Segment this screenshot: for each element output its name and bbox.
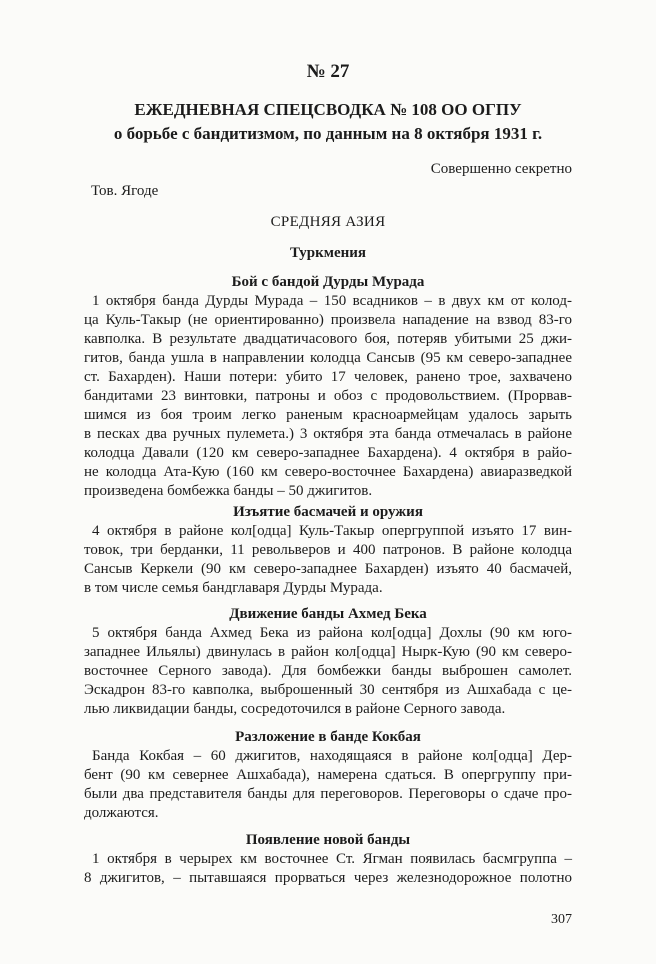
section-disintegration	[84, 727, 572, 823]
section-new-band	[84, 830, 572, 888]
paragraph-line: в песках два ручных пулемета.) 3 октября эта банда отмечалась в районе	[84, 426, 572, 442]
paragraph-line: бандитами 23 винтовки, патроны и обоз с продовольствием. (Прорвав-	[84, 388, 572, 404]
section-battle	[84, 272, 572, 501]
paragraph-line: были два представителя банды для переговоров. Переговоры о сдаче про-	[84, 786, 572, 802]
section-heading: Появление новой банды	[245, 832, 411, 848]
section-movement	[84, 604, 572, 719]
paragraph-line: 1 октября в черырех км восточнее Ст. Ягман появилась басмгруппа –	[92, 851, 572, 867]
region-heading: СРЕДНЯЯ АЗИЯ	[270, 214, 386, 230]
section-seizure	[84, 502, 572, 598]
page-number: 307	[551, 912, 572, 927]
paragraph-line: западнее Ильялы) двинулась в район кол[одца] Нырк-Кую (90 км северо-	[84, 644, 572, 660]
republic-heading: Туркмения	[289, 245, 367, 261]
paragraph-line: гитов, банда ушла в направлении колодца Сансыв (95 км северо-западнее	[84, 350, 572, 366]
addressee: Тов. Ягоде	[91, 183, 159, 199]
section-heading: Разложение в банде Кокбая	[235, 729, 421, 745]
paragraph-line: Банда Кокбая – 60 джигитов, находящаяся в районе кол[одца] Дер-	[92, 748, 572, 764]
paragraph-line: 1 октября банда Дурды Мурада – 150 всадников – в двух км от колод-	[92, 293, 572, 309]
section-heading: Изъятие басмачей и оружия	[233, 504, 423, 520]
document-title: ЕЖЕДНЕВНАЯ СПЕЦСВОДКА № 108 ОО ОГПУ	[134, 100, 522, 119]
paragraph-line: шимся из боя троим легко раненым красноармейцам удалось зарыть	[84, 407, 572, 423]
paragraph-line: произведена бомбежка банды – 50 джигитов.	[84, 483, 373, 499]
paragraph-line: должаются.	[84, 805, 159, 821]
document-subtitle: о борьбе с бандитизмом, по данным на 8 октября 1931 г.	[113, 124, 543, 143]
section-heading: Бой с бандой Дурды Мурада	[231, 274, 425, 290]
paragraph-line: кавполка. В результате двадцатичасового боя, потеряв убитыми 25 джи-	[84, 331, 572, 347]
paragraph-line: Сансыв Керкели (90 км северо-западнее Бахарден) изъято 40 басмачей,	[84, 561, 572, 577]
paragraph-line: ст. Бахарден). Наши потери: убито 17 человек, ранено трое, захвачено	[84, 369, 572, 385]
paragraph-line: Эскадрон 83-го кавполка, выброшенный 30 сентября из Ашхабада с це-	[84, 682, 572, 698]
paragraph-line: 4 октября в районе кол[одца] Куль-Такыр опергруппой изъято 17 вин-	[92, 523, 572, 539]
document-number: № 27	[306, 61, 350, 82]
paragraph-line: восточнее Серного завода). Для бомбежки банды выброшен самолет.	[84, 663, 572, 679]
section-heading: Движение банды Ахмед Бека	[229, 606, 427, 622]
paragraph-line: товок, три берданки, 11 револьверов и 400 патронов. В районе колодца	[84, 542, 572, 558]
paragraph-line: не колодца Ата-Кую (160 км северо-восточнее Бахардена) авиаразведкой	[84, 464, 572, 480]
classification-stamp: Совершенно секретно	[430, 161, 572, 177]
paragraph-line: 5 октября банда Ахмед Бека из района кол[одца] Дохлы (90 км юго-	[92, 625, 572, 641]
paragraph-line: ца Куль-Такыр (не ориентированно) произвела нападение на взвод 83-го	[84, 312, 572, 328]
paragraph-line: бент (90 км севернее Ашхабада), намерена сдаться. В опергруппу при-	[84, 767, 572, 783]
paragraph-line: в том числе семья бандглаваря Дурды Мурада.	[84, 580, 383, 596]
paragraph-line: колодца Давали (120 км северо-западнее Бахардена). 4 октября в райо-	[84, 445, 572, 461]
paragraph-line: 8 джигитов, – пытавшаяся прорваться через железнодорожное полотно	[84, 870, 572, 886]
paragraph-line: лью ликвидации банды, сосредоточился в районе Серного завода.	[84, 701, 506, 717]
